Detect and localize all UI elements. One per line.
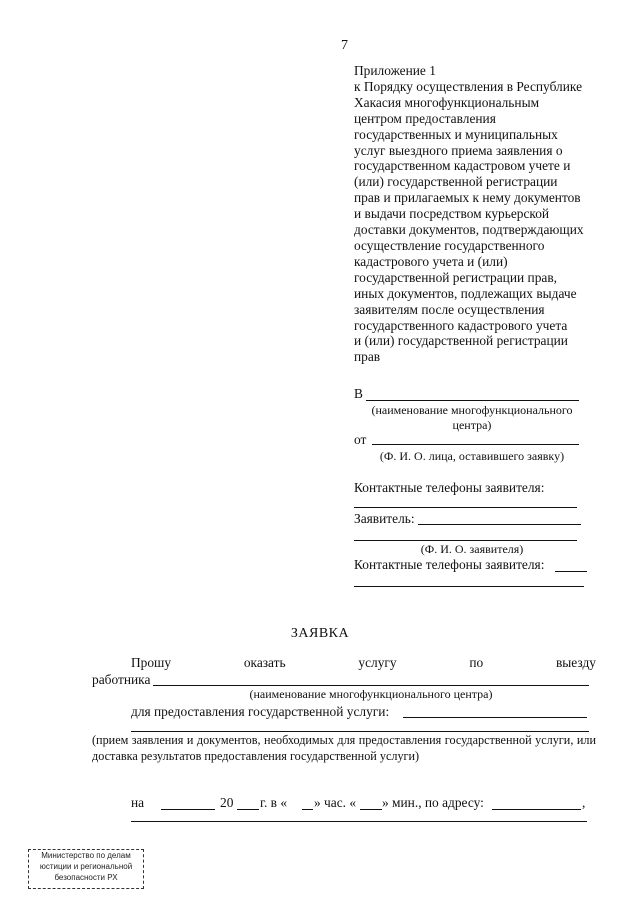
address-blank[interactable] (492, 809, 581, 810)
worker-caption: (наименование многофункционального центра) (249, 687, 493, 701)
annex-line: государственном кадастровом учете и (354, 158, 571, 174)
to-blank-line[interactable] (366, 400, 579, 401)
contacts-blank-line-3[interactable] (354, 586, 584, 587)
contacts-label: Контактные телефоны заявителя: (354, 480, 545, 495)
annex-line: государственного кадастрового учета (354, 317, 568, 333)
date-row (131, 795, 591, 815)
annex-line: прав (354, 349, 381, 365)
date-minutes-blank[interactable] (360, 809, 382, 810)
annex-line: государственной регистрации прав, (354, 269, 557, 285)
contacts-blank-line-2[interactable] (555, 571, 587, 572)
date-time-label: г. в « (260, 795, 288, 810)
from-blank-line[interactable] (372, 444, 579, 445)
to-caption: (наименование многофункционального (371, 403, 573, 417)
contacts-blank-line[interactable] (354, 507, 577, 508)
annex-line: (или) государственной регистрации (354, 174, 558, 190)
stamp-line: безопасности РХ (54, 873, 118, 882)
applicant-caption: (Ф. И. О. заявителя) (420, 542, 524, 556)
annex-line: прав и прилагаемых к нему документов (354, 190, 581, 206)
applicant-blank-line[interactable] (418, 524, 581, 525)
stamp-line: Министерство по делам (41, 851, 131, 860)
request-word: услугу (358, 655, 397, 670)
request-word: по (469, 655, 484, 670)
date-year-blank[interactable] (237, 809, 259, 810)
annex-line: заявителям после осуществления (354, 301, 545, 317)
address-blank-line-2[interactable] (131, 821, 587, 822)
annex-line: доставки документов, подтверждающих (354, 222, 584, 238)
to-label: В (354, 386, 363, 401)
request-title: ЗАЯВКА (290, 626, 350, 641)
annex-line: и выдачи посредством курьерской (354, 206, 550, 222)
from-caption: (Ф. И. О. лица, оставившего заявку) (379, 449, 565, 463)
annex-line: и (или) государственной регистрации (354, 333, 568, 349)
purpose-caption: (прием заявления и документов, необходимых для предоставления государственной услуги, или доставка результатов предоставления государственной услуги) (92, 733, 596, 763)
applicant-blank-line-2[interactable] (354, 540, 577, 541)
annex-line: государственных и муниципальных (354, 126, 558, 142)
annex-line: кадастрового учета и (или) (354, 253, 508, 269)
date-minutes-label: » мин., по адресу: (382, 795, 484, 810)
request-word: Прошу (131, 655, 172, 670)
annex-title: Приложение 1 (354, 63, 436, 78)
annex-line: осуществление государственного (354, 237, 545, 253)
worker-blank-line[interactable] (153, 685, 589, 686)
registration-stamp (28, 849, 144, 889)
address-comma: , (582, 795, 586, 810)
service-blank-line[interactable] (403, 717, 587, 718)
page-number: 7 (341, 38, 348, 53)
annex-line: к Порядку осуществления в Республике (354, 78, 583, 94)
applicant-label: Заявитель: (354, 511, 415, 526)
worker-label: работника (92, 672, 151, 687)
stamp-line: юстиции и региональной (39, 862, 133, 871)
request-row-1 (131, 655, 596, 671)
contacts-label-2: Контактные телефоны заявителя: (354, 557, 545, 572)
to-caption-2: центра) (452, 418, 492, 432)
annex-line: услуг выездного приема заявления о (354, 142, 563, 158)
from-label: от (354, 432, 367, 447)
date-day-blank[interactable] (161, 809, 215, 810)
annex-line: иных документов, подлежащих выдаче (354, 285, 577, 301)
date-on-label: на (131, 795, 145, 810)
request-word: оказать (243, 655, 286, 670)
date-year-label: 20 (220, 795, 234, 810)
annex-line: Хакасия многофункциональным (354, 94, 540, 110)
date-hours-blank[interactable] (302, 809, 313, 810)
service-label: для предоставления государственной услуги: (131, 704, 390, 719)
annex-block (354, 63, 604, 365)
date-hours-label: » час. « (314, 795, 357, 810)
request-word: выезду (555, 655, 596, 670)
annex-line: центром предоставления (354, 110, 496, 126)
